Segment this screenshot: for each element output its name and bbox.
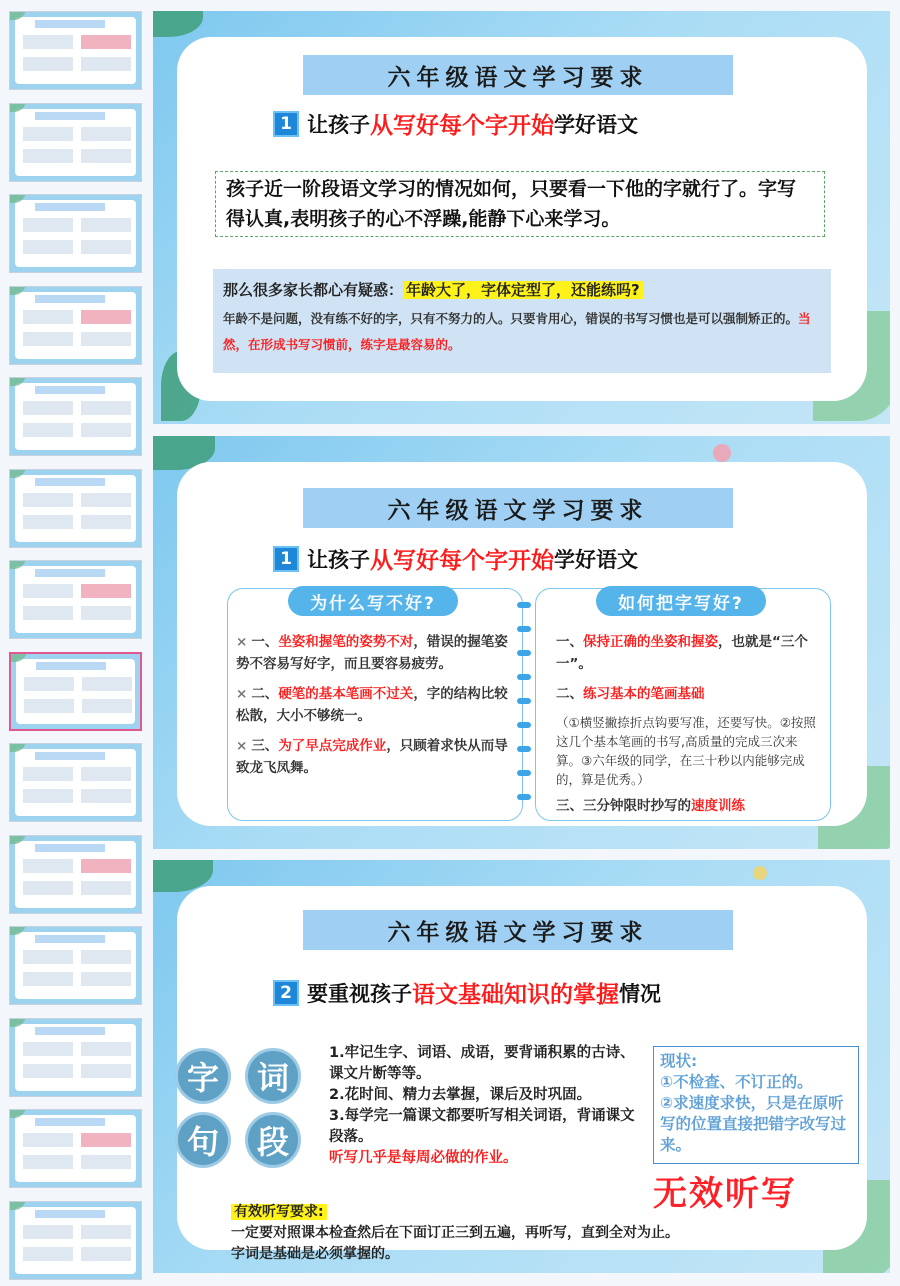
thumbnail-preview bbox=[15, 475, 136, 542]
bubble-paragraph: 段 bbox=[245, 1112, 301, 1168]
status-title: 现状: bbox=[660, 1052, 698, 1070]
answer-highlight: 当然，在形成书写习惯前，练字是最容易的。 bbox=[223, 311, 811, 352]
solution-item: 三、三分钟限时抄写的速度训练 bbox=[556, 798, 745, 814]
reason-item: × 三、为了早点完成作业，只顾着求快从而导致龙飞凤舞。 bbox=[236, 738, 508, 776]
leaf-decoration bbox=[153, 11, 203, 37]
thumbnail-preview bbox=[15, 383, 136, 450]
thumbnail-preview bbox=[15, 109, 136, 176]
thumbnail-preview bbox=[15, 566, 136, 633]
slide-title: 六年级语文学习要求 bbox=[303, 488, 733, 528]
panel-title: 如何把字写好? bbox=[596, 586, 766, 616]
thumbnail-preview bbox=[15, 292, 136, 359]
heading-text: 学好语文 bbox=[554, 112, 638, 137]
thumbnail-preview bbox=[16, 659, 135, 724]
solution-item: 一、保持正确的坐姿和握姿，也就是“三个一”。 bbox=[556, 634, 808, 672]
slide-thumbnail[interactable] bbox=[9, 194, 142, 273]
question-line bbox=[223, 279, 821, 300]
thumbnail-preview bbox=[15, 932, 136, 999]
slide-thumbnail[interactable] bbox=[9, 11, 142, 90]
status-line: ②求速度求快，只是在原听写的位置直接把错字改写过来。 bbox=[660, 1094, 847, 1154]
slide-3[interactable] bbox=[153, 860, 890, 1273]
section-heading bbox=[273, 107, 638, 140]
number-badge: 1 bbox=[273, 111, 299, 137]
slide-thumbnail[interactable] bbox=[9, 835, 142, 914]
slide-thumbnail[interactable] bbox=[9, 926, 142, 1005]
slide-2[interactable] bbox=[153, 436, 890, 849]
list-item: 2.花时间、精力去掌握，课后及时巩固。 bbox=[329, 1087, 592, 1103]
slide-thumbnail[interactable] bbox=[9, 1018, 142, 1097]
basics-list bbox=[329, 1043, 645, 1169]
solutions-panel bbox=[535, 588, 831, 821]
answer-paragraph bbox=[223, 306, 821, 358]
requirements bbox=[231, 1202, 831, 1265]
bubble-sentence: 句 bbox=[175, 1112, 231, 1168]
question-highlight: 年龄大了，字体定型了，还能练吗? bbox=[403, 281, 643, 299]
thumbnail-preview bbox=[15, 17, 136, 84]
heading-text: 要重视孩子 bbox=[307, 981, 412, 1006]
flower-decoration bbox=[753, 866, 767, 880]
thumbnail-preview bbox=[15, 1115, 136, 1182]
heading-highlight: 从写好每个字开始 bbox=[370, 548, 554, 574]
slide-thumbnail[interactable] bbox=[9, 560, 142, 639]
slide-thumbnail[interactable] bbox=[9, 469, 142, 548]
status-line: ①不检查、不订正的。 bbox=[660, 1073, 813, 1091]
number-badge: 2 bbox=[273, 980, 299, 1006]
slide-thumbnail[interactable] bbox=[9, 286, 142, 365]
intro-text-box: 孩子近一阶段语文学习的情况如何，只要看一下他的字就行了。字写得认真,表明孩子的心不浮躁,能静下心来学习。 bbox=[215, 171, 825, 237]
list-highlight: 听写几乎是每周必做的作业。 bbox=[329, 1150, 518, 1166]
requirement-line: 一定要对照课本检查然后在下面订正三到五遍，再听写，直到全对为止。 bbox=[231, 1225, 679, 1241]
cross-icon: × bbox=[236, 634, 248, 650]
status-box bbox=[653, 1046, 859, 1164]
cross-icon: × bbox=[236, 738, 248, 754]
cross-icon: × bbox=[236, 686, 248, 702]
slide-thumbnail-panel[interactable] bbox=[0, 0, 150, 1286]
slide-thumbnail[interactable] bbox=[9, 652, 142, 731]
solution-item: 二、练习基本的笔画基础 bbox=[556, 686, 705, 702]
slide-thumbnail[interactable] bbox=[9, 1109, 142, 1188]
heading-text: 学好语文 bbox=[554, 547, 638, 572]
solutions-list bbox=[556, 631, 818, 825]
section-heading bbox=[273, 976, 661, 1009]
heading-text: 情况 bbox=[619, 981, 661, 1006]
answer-text: 年龄不是问题，没有练不好的字，只有不努力的人。只要肯用心，错误的书写习惯也是可以强制矫正的。 bbox=[223, 311, 799, 326]
bubble-char: 字 bbox=[175, 1048, 231, 1104]
heading-text: 让孩子 bbox=[307, 112, 370, 137]
question-box bbox=[213, 269, 831, 373]
slide-thumbnail[interactable] bbox=[9, 743, 142, 822]
reason-item: × 一、坐姿和握笔的姿势不对，错误的握笔姿势不容易写好字，而且要容易疲劳。 bbox=[236, 634, 508, 672]
number-badge: 1 bbox=[273, 546, 299, 572]
heading-text: 让孩子 bbox=[307, 547, 370, 572]
slide-thumbnail[interactable] bbox=[9, 377, 142, 456]
slide-thumbnail[interactable] bbox=[9, 1201, 142, 1280]
heading-highlight: 从写好每个字开始 bbox=[370, 113, 554, 139]
reasons-panel bbox=[227, 588, 523, 821]
thumbnail-preview bbox=[15, 1207, 136, 1274]
reason-item: × 二、硬笔的基本笔画不过关，字的结构比较松散，大小不够统一。 bbox=[236, 686, 508, 724]
requirements-title: 有效听写要求: bbox=[231, 1204, 327, 1220]
reasons-list bbox=[236, 631, 510, 787]
thumbnail-preview bbox=[15, 841, 136, 908]
question-text: 那么很多家长都心有疑惑： bbox=[223, 281, 404, 299]
flower-decoration bbox=[713, 444, 731, 462]
thumbnail-preview bbox=[15, 1024, 136, 1091]
section-heading bbox=[273, 542, 638, 575]
slide-1[interactable] bbox=[153, 11, 890, 424]
solution-detail: （①横竖撇捺折点钩要写准，还要写快。②按照这几个基本笔画的书写,高质量的完成三次来算。③六年级的同学，在三十秒以内能够完成的，算是优秀。） bbox=[556, 715, 816, 787]
invalid-dictation-label: 无效听写 bbox=[653, 1174, 797, 1214]
panel-title: 为什么写不好? bbox=[288, 586, 458, 616]
panel-divider bbox=[517, 596, 531, 820]
slide-title: 六年级语文学习要求 bbox=[303, 55, 733, 95]
list-item: 3.每学完一篇课文都要听写相关词语，背诵课文段落。 bbox=[329, 1108, 635, 1145]
slide-title: 六年级语文学习要求 bbox=[303, 910, 733, 950]
bubble-word: 词 bbox=[245, 1048, 301, 1104]
slide-thumbnail[interactable] bbox=[9, 103, 142, 182]
thumbnail-preview bbox=[15, 749, 136, 816]
requirement-line: 字词是基础是必须掌握的。 bbox=[231, 1246, 399, 1262]
heading-highlight: 语文基础知识的掌握 bbox=[412, 982, 619, 1008]
thumbnail-preview bbox=[15, 200, 136, 267]
list-item: 1.牢记生字、词语、成语，要背诵积累的古诗、课文片断等等。 bbox=[329, 1045, 635, 1082]
